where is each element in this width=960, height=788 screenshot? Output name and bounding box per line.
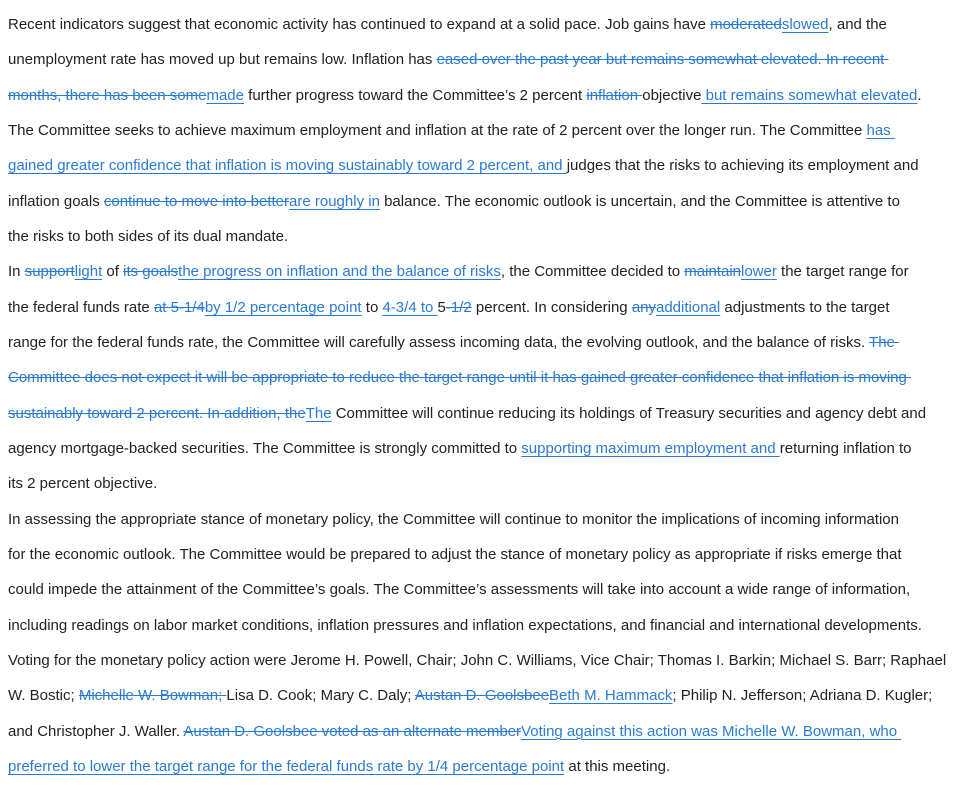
inserted-text: the progress on inflation and the balance of risks [178,263,501,281]
text-line [8,290,954,325]
inserted-text: by 1/2 percentage point [204,298,362,316]
inserted-text: are roughly in [289,192,380,210]
text-line [8,7,954,42]
unchanged-text: , the Committee decided to [500,263,685,281]
deleted-text: Austan D. Goolsbee voted as an alternate member [183,722,522,740]
deleted-text: months, there has been some [8,86,207,104]
unchanged-text: to [361,298,383,316]
text-line [8,643,954,678]
unchanged-text: Committee will continue reducing its holdings of Treasury securities and agency debt and [331,404,927,422]
text-line [8,148,954,183]
unchanged-text: ; Philip N. Jefferson; Adriana D. Kugler; [672,687,933,705]
unchanged-text: range for the federal funds rate, the Committee will carefully assess incoming data, the evolving outlook, and the balance of risks. [8,333,870,351]
unchanged-text: its 2 percent objective. [8,475,158,493]
unchanged-text: In [8,263,25,281]
unchanged-text: the risks to both sides of its dual mandate. [8,227,289,245]
unchanged-text: 5 [437,298,446,316]
unchanged-text: . [917,86,922,104]
inserted-text: lower [741,263,777,281]
deleted-text: moderated [710,16,782,33]
unchanged-text: percent. In considering [471,298,632,316]
text-line [8,360,954,395]
deleted-text: at 5-1/4 [153,298,205,316]
text-line [8,254,954,289]
unchanged-text: The Committee seeks to achieve maximum employment and inflation at the rate of 2 percent over the longer run. The Committee [8,121,867,139]
deleted-text: maintain [684,263,741,281]
text-line [8,714,954,749]
text-line [8,572,954,607]
text-line [8,42,954,77]
unchanged-text: for the economic outlook. The Committee would be prepared to adjust the stance of monetary policy as appropriate if risks emerge that [8,545,902,563]
unchanged-text: balance. The economic outlook is uncertain, and the Committee is attentive to [379,192,900,210]
inserted-text: gained greater confidence that inflation is moving sustainably toward 2 percent, and [8,157,567,175]
deleted-text: The [869,333,900,351]
text-line [8,608,954,643]
text-line [8,325,954,360]
deleted-text: its goals [123,263,179,281]
inserted-text: preferred to lower the target range for the federal funds rate by 1/4 percentage point [8,757,565,775]
unchanged-text: agency mortgage-backed securities. The Committee is strongly committed to [8,439,522,457]
deleted-text: continue to move into better [103,192,290,210]
text-line [8,431,954,466]
deleted-text: Michelle W. Bowman; [78,687,227,705]
unchanged-text: In assessing the appropriate stance of monetary policy, the Committee will continue to monitor the implications of incoming information [8,510,899,528]
unchanged-text: and Christopher J. Waller. [8,722,184,740]
inserted-text: supporting maximum employment and [521,439,780,457]
text-line [8,396,954,431]
deleted-text: eased over the past year but remains somewhat elevated. In recent [436,51,889,69]
text-line [8,537,954,572]
text-line [8,184,954,219]
deleted-text: inflation [586,86,643,104]
text-line [8,678,954,713]
inserted-text: has [866,121,895,139]
unchanged-text: the target range for [776,263,909,281]
unchanged-text: at this meeting. [564,757,671,775]
text-line [8,219,954,254]
deleted-text: Austan D. Goolsbee [414,687,550,705]
paragraph [8,502,954,643]
unchanged-text: unemployment rate has moved up but remains low. Inflation has [8,51,437,69]
inserted-text: Voting against this action was Michelle W. Bowman, who [521,722,902,740]
text-line [8,78,954,113]
text-line [8,466,954,501]
unchanged-text: the federal funds rate [8,298,154,316]
unchanged-text: judges that the risks to achieving its employment and [566,157,919,175]
unchanged-text: of [102,263,124,281]
text-line [8,749,954,784]
unchanged-text: returning inflation to [779,439,912,457]
inserted-text: made [206,86,244,104]
unchanged-text: W. Bostic; [8,687,79,705]
unchanged-text: Voting for the monetary policy action were Jerome H. Powell, Chair; John C. Williams, Vice Chair; Thomas I. Barkin; Michael S. Barr; Raphael [8,651,947,669]
paragraph [8,7,954,254]
unchanged-text: Lisa D. Cook; Mary C. Daly; [226,687,415,705]
unchanged-text: including readings on labor market conditions, inflation pressures and inflation expectations, and financial and international developments. [8,616,922,634]
unchanged-text: further progress toward the Committee’s 2 percent [243,86,587,104]
inserted-text: light [74,263,103,281]
inserted-text: slowed [781,16,829,33]
unchanged-text: , and the [828,16,887,33]
deleted-text: any [631,298,656,316]
paragraph [8,643,954,784]
deleted-text: support [24,263,75,281]
unchanged-text: adjustments to the target [720,298,890,316]
deleted-text: -1/2 [445,298,472,316]
inserted-text: additional [656,298,721,316]
inserted-text: but remains somewhat elevated [701,86,918,104]
inserted-text: 4-3/4 to [382,298,438,316]
text-line [8,502,954,537]
unchanged-text: Recent indicators suggest that economic activity has continued to expand at a solid pace. Job gains have [8,16,711,33]
deleted-text: sustainably toward 2 percent. In addition, the [8,404,306,422]
deleted-text: Committee does not expect it will be appropriate to reduce the target range until it has gained greater confidence that inflation is moving [8,369,912,387]
paragraph [8,254,954,501]
inserted-text: The [305,404,332,422]
text-line [8,113,954,148]
inserted-text: Beth M. Hammack [549,687,673,705]
unchanged-text: objective [642,86,702,104]
unchanged-text: inflation goals [8,192,104,210]
redline-document [8,7,954,784]
unchanged-text: could impede the attainment of the Committee’s goals. The Committee’s assessments will take into account a wide range of information, [8,581,911,599]
